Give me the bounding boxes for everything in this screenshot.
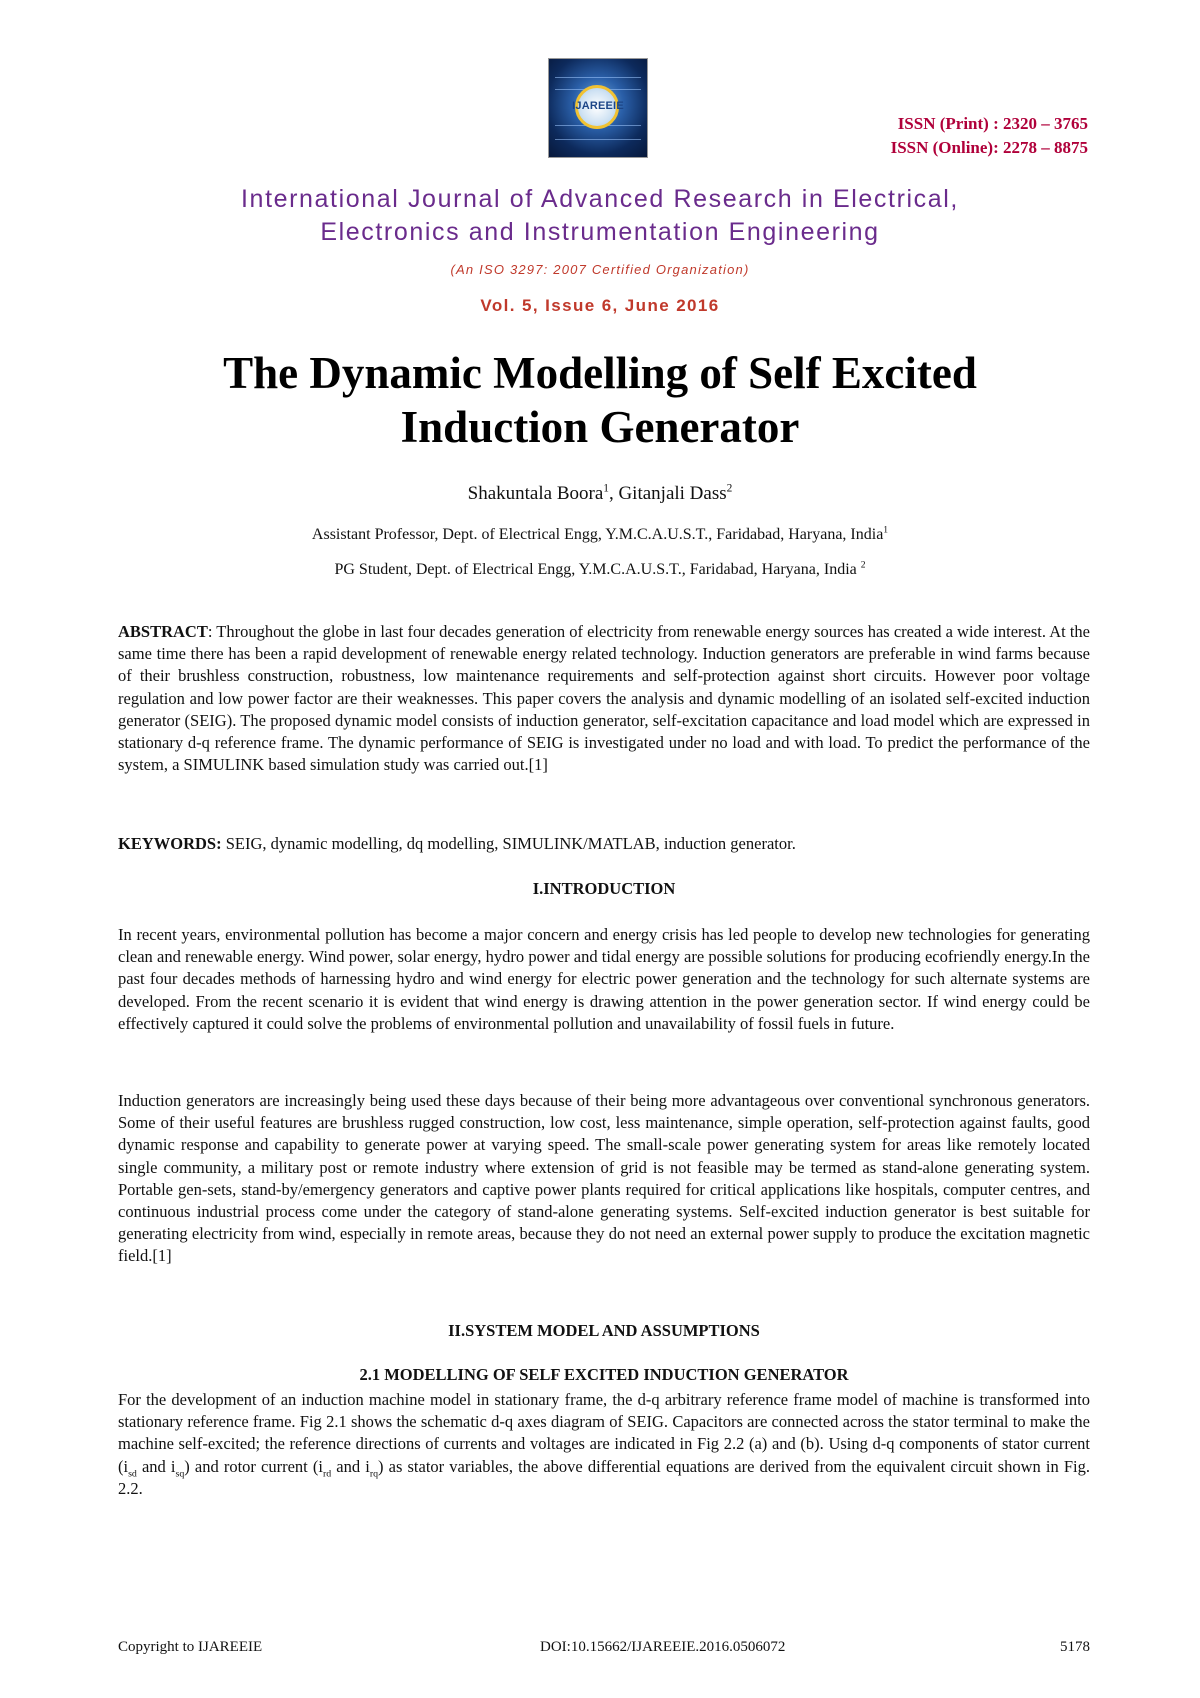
affiliation	[100, 561, 1100, 579]
footer-copyright: Copyright to IJAREEIE	[118, 1639, 263, 1655]
certification-note: (An ISO 3297: 2007 Certified Organization)	[450, 262, 750, 277]
author-name: Shakuntala Boora	[467, 483, 604, 504]
journal-name-line2: Electronics and Instrumentation Engineering	[320, 218, 880, 246]
abstract	[118, 621, 1090, 776]
affiliation	[100, 526, 1100, 544]
paper-title-line2: Induction Generator	[400, 402, 800, 452]
affiliation-superscript: 2	[860, 559, 866, 571]
abstract-text: : Throughout the globe in last four decades generation of electricity from renewable energy sources has created a wide interest. At the same time there has been a rapid development of renewable energy related technology. Induction generators are preferable in wind farms because of their brushless construction, robustness, low maintenance requirements and self-protection against short circuits. However poor voltage regulation and low power factor are their weaknesses. This paper covers the analysis and dynamic modelling of an isolated self-excited induction generator (SEIG). The proposed dynamic model consists of induction generator, self-excitation capacitance and load model which are expressed in stationary d-q reference frame. The dynamic performance of SEIG is investigated under no load and with load. To predict the performance of the system, a SIMULINK based simulation study was carried out.[1]	[118, 622, 1090, 775]
subscript: rq	[369, 1467, 379, 1479]
keywords-text: SEIG, dynamic modelling, dq modelling, SIMULINK/MATLAB, induction generator.	[221, 834, 796, 853]
footer-doi: DOI:10.15662/IJAREEIE.2016.0506072	[540, 1639, 786, 1655]
section2-paragraph	[118, 1389, 1090, 1500]
author-superscript: 2	[726, 482, 733, 495]
author-superscript: 1	[603, 482, 609, 495]
intro-paragraph: Induction generators are increasingly being used these days because of their being more advantageous over conventional synchronous generators. Some of their useful features are brushless rugged construction, low cost, less maintenance, simple operation, self-protection against faults, good dynamic response and capability to generate power at varying speed. The small-scale power generating system for areas like remotely located single community, a military post or remote industry where extension of grid is not feasible may be termed as stand-alone generating system. Portable gen-sets, stand-by/emergency generators and captive power plants required for critical applications like hospitals, computer centres, and continuous industrial process come under the category of stand-alone generating systems. Self-excited induction generator is best suitable for generating electricity from wind, especially in remote areas, because they do not need an external power supply to produce the excitation magnetic field.[1]	[118, 1091, 1090, 1266]
affiliation-text: PG Student, Dept. of Electrical Engg, Y.M.C.A.U.S.T., Faridabad, Haryana, India	[334, 561, 861, 578]
intro-paragraph: In recent years, environmental pollution has become a major concern and energy crisis has led people to develop new technologies for generating clean and renewable energy. Wind power, solar energy, hydro power and tidal energy are possible solutions for producing ecofriendly energy.In the past four decades methods of harnessing hydro and wind energy for electric power generation and the technology for such alternate systems are developed. From the recent scenario it is evident that wind energy is drawing attention in the power generation sector. If wind energy could be effectively captured it could solve the problems of environmental pollution and unavailability of fossil fuels in future.	[118, 925, 1090, 1033]
issn-online: ISSN (Online): 2278 – 8875	[890, 138, 1088, 157]
paragraph-text: For the development of an induction machine model in stationary frame, the d-q arbitrary reference frame model of machine is transformed into stationary reference frame. Fig 2.1 shows the schematic d-q axes diagram of SEIG. Capacitors are connected across the stator terminal to make the machine self-excited; the reference directions of currents and voltages are indicated in Fig 2.2 (a) and (b). Using d-q components of stator current (i	[118, 1390, 1090, 1476]
subsection-heading: 2.1 MODELLING OF SELF EXCITED INDUCTION GENERATOR	[359, 1365, 849, 1384]
abstract-label: ABSTRACT	[118, 622, 208, 641]
author-separator: ,	[608, 483, 619, 504]
paragraph-text: and i	[331, 1456, 370, 1476]
subscript: sd	[128, 1467, 137, 1479]
paper-title-line1: The Dynamic Modelling of Self Excited	[223, 348, 977, 398]
affiliation-text: Assistant Professor, Dept. of Electrical Engg, Y.M.C.A.U.S.T., Faridabad, Haryana, India	[311, 526, 884, 543]
journal-name-line1: International Journal of Advanced Research in Electrical,	[241, 185, 959, 213]
author-list	[100, 483, 1100, 505]
affiliation-superscript: 1	[883, 524, 889, 536]
section-heading-system-model: II.SYSTEM MODEL AND ASSUMPTIONS	[448, 1321, 760, 1340]
paragraph-text: and i	[136, 1456, 176, 1476]
paragraph-text: ) as stator variables, the above differential equations are derived from the equivalent circuit shown in Fig. 2.2.	[118, 1456, 1090, 1498]
subscript: sq	[175, 1467, 185, 1479]
keywords-label: KEYWORDS:	[118, 834, 222, 853]
subscript: rd	[322, 1467, 332, 1479]
volume-issue: Vol. 5, Issue 6, June 2016	[480, 296, 720, 315]
issn-print: ISSN (Print) : 2320 – 3765	[897, 114, 1088, 133]
keywords	[118, 833, 1090, 855]
footer-page-number: 5178	[1060, 1639, 1090, 1655]
section-heading-introduction: I.INTRODUCTION	[532, 879, 676, 898]
author-name: Gitanjali Dass	[618, 483, 727, 504]
journal-logo	[548, 58, 648, 158]
paper-title	[100, 346, 1100, 454]
issn-block	[820, 112, 1088, 160]
logo-text: IJAREEIE	[572, 100, 624, 112]
journal-name	[100, 183, 1100, 249]
paragraph-text: ) and rotor current (i	[184, 1456, 323, 1476]
